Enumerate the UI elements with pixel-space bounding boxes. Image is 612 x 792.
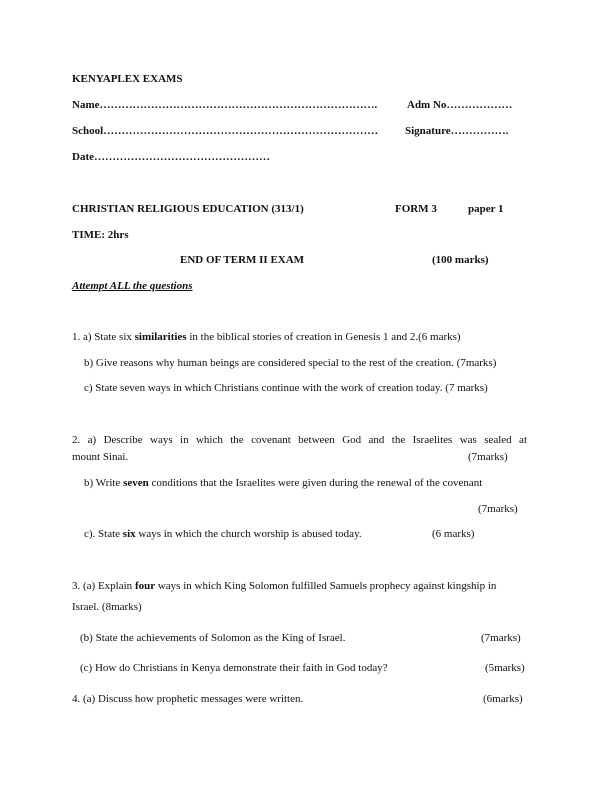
question-4a-marks: (6marks) (483, 693, 523, 705)
question-2a-line1: 2. a) Describe ways in which the covenant between God and the Israelites was sealed at (72, 434, 527, 446)
date-line: Date………………………………………… (72, 151, 270, 163)
question-4a: 4. (a) Discuss how prophetic messages were written. (72, 693, 304, 705)
q1a-keyword: similarities (134, 331, 187, 343)
total-marks: (100 marks) (432, 254, 489, 266)
question-3c-marks: (5marks) (485, 662, 525, 674)
name-line: Name…………………………………………………………………. (72, 99, 378, 111)
question-3c: (c) How do Christians in Kenya demonstrate their faith in God today? (80, 662, 388, 674)
question-3b: (b) State the achievements of Solomon as the King of Israel. (80, 632, 346, 644)
q1a-text-pre: 1. a) State six (72, 331, 135, 343)
q2c-text-post: ways in which the church worship is abused today. (135, 528, 362, 540)
q2c-text-pre: c). State (84, 528, 123, 540)
question-2c (84, 528, 362, 540)
question-3b-marks: (7marks) (481, 632, 521, 644)
question-2a-marks: (7marks) (468, 451, 508, 463)
subject-title: CHRISTIAN RELIGIOUS EDUCATION (313/1) (72, 203, 304, 215)
q3a-text-post: ways in which King Solomon fulfilled Samuels prophecy against kingship in (155, 580, 497, 592)
question-2a-line2: mount Sinai. (72, 451, 129, 463)
question-2b-marks: (7marks) (478, 503, 518, 515)
school-line: School………………………………………………………………… (72, 125, 379, 137)
q2b-keyword: seven (123, 477, 149, 489)
q2b-text-post: conditions that the Israelites were given during the renewal of the covenant (148, 477, 483, 489)
question-1b: b) Give reasons why human beings are considered special to the rest of the creation. (7marks) (84, 357, 497, 369)
q2c-keyword: six (122, 528, 136, 540)
paper-label: paper 1 (468, 203, 504, 215)
school-name: KENYAPLEX EXAMS (72, 73, 183, 85)
q3a-text-pre: 3. (a) Explain (72, 580, 135, 592)
q3a-keyword: four (134, 580, 156, 592)
signature-line: Signature……………. (405, 125, 509, 137)
question-1a (72, 331, 461, 343)
instruction: Attempt ALL the questions (72, 280, 193, 292)
time-label: TIME: 2hrs (72, 229, 129, 241)
exam-title: END OF TERM II EXAM (180, 254, 305, 266)
question-3a (72, 580, 496, 592)
form-label: FORM 3 (395, 203, 437, 215)
question-2c-marks: (6 marks) (432, 528, 475, 540)
question-2b (84, 477, 482, 489)
q2b-text-pre: b) Write (84, 477, 124, 489)
question-1c: c) State seven ways in which Christians continue with the work of creation today. (7 marks) (84, 382, 488, 394)
question-3a-line2: Israel. (8marks) (72, 601, 142, 613)
q1a-text-post: in the biblical stories of creation in Genesis 1 and 2.(6 marks) (186, 331, 461, 343)
adm-no-line: Adm No……………… (407, 99, 513, 111)
